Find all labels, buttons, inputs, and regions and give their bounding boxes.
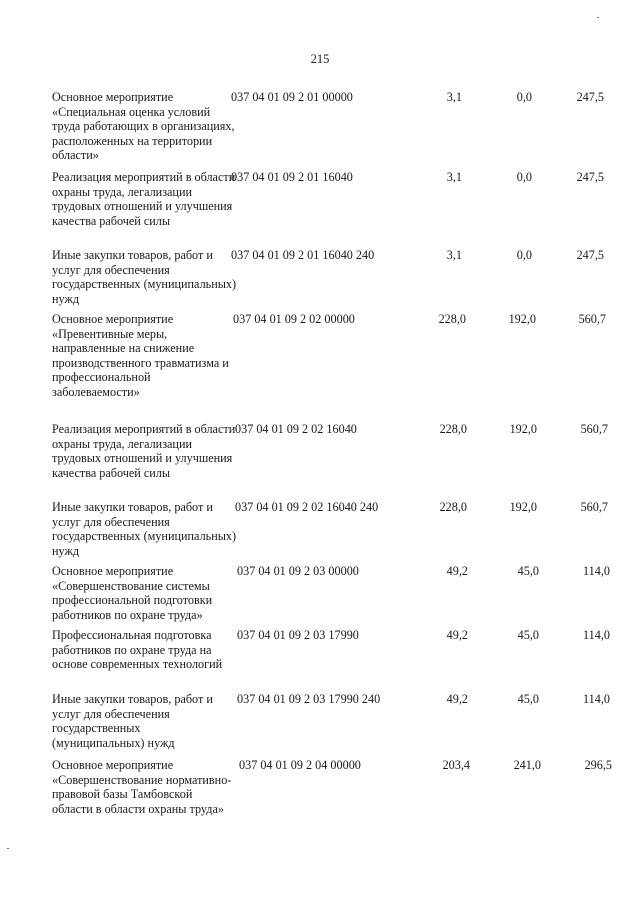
row-value-3: 560,7 [578, 312, 606, 326]
row-code: 037 04 01 09 2 01 16040 [231, 170, 353, 184]
row-value-3: 247,5 [576, 248, 604, 262]
row-code: 037 04 01 09 2 02 16040 [235, 422, 357, 436]
row-value-2: 0,0 [516, 170, 532, 184]
row-value-2: 192,0 [509, 500, 537, 514]
row-code: 037 04 01 09 2 01 16040 240 [231, 248, 375, 262]
row-value-1: 228,0 [439, 500, 467, 514]
row-value-2: 0,0 [516, 248, 532, 262]
row-description: Иные закупки товаров, работ и услуг для обеспечения государственных (муниципальных) нужд [52, 248, 237, 306]
row-value-2: 45,0 [517, 692, 539, 706]
row-code: 037 04 01 09 2 04 00000 [239, 758, 361, 772]
row-value-3: 296,5 [584, 758, 612, 772]
row-description: Реализация мероприятий в области охраны труда, легализации трудовых отношений и улучшения качества рабочей силы [52, 170, 236, 228]
row-value-2: 45,0 [517, 628, 539, 642]
row-code: 037 04 01 09 2 02 00000 [233, 312, 355, 326]
row-value-1: 3,1 [446, 170, 462, 184]
row-value-1: 228,0 [439, 422, 467, 436]
row-description: Профессиональная подготовка работников по охране труда на основе современных технологий [52, 628, 223, 672]
row-value-1: 3,1 [446, 90, 462, 104]
scan-speck [597, 17, 599, 18]
row-description: Основное мероприятие «Превентивные меры, направленные на снижение производственного травматизма и профессиональной заболеваемости» [52, 312, 229, 399]
row-value-2: 241,0 [513, 758, 541, 772]
row-code: 037 04 01 09 2 02 16040 240 [235, 500, 379, 514]
row-description: Основное мероприятие «Специальная оценка условий труда работающих в организациях, расположенных на территории области» [52, 90, 235, 163]
row-value-3: 114,0 [583, 628, 610, 642]
row-value-1: 3,1 [446, 248, 462, 262]
row-value-1: 49,2 [446, 628, 468, 642]
row-description: Реализация мероприятий в области охраны труда, легализации трудовых отношений и улучшения качества рабочей силы [52, 422, 236, 480]
row-value-3: 560,7 [580, 422, 608, 436]
row-value-3: 247,5 [576, 90, 604, 104]
row-value-3: 114,0 [583, 692, 610, 706]
row-code: 037 04 01 09 2 01 00000 [231, 90, 353, 104]
row-description: Основное мероприятие «Совершенствование системы профессиональной подготовки работников по охране труда» [52, 564, 213, 622]
row-code: 037 04 01 09 2 03 17990 240 [237, 692, 381, 706]
row-value-3: 247,5 [576, 170, 604, 184]
row-value-1: 49,2 [446, 692, 468, 706]
row-value-3: 560,7 [580, 500, 608, 514]
row-code: 037 04 01 09 2 03 17990 [237, 628, 359, 642]
row-value-1: 49,2 [446, 564, 468, 578]
row-value-2: 0,0 [516, 90, 532, 104]
row-description: Основное мероприятие «Совершенствование нормативно-правовой базы Тамбовской области в области охраны труда» [52, 758, 232, 816]
row-description: Иные закупки товаров, работ и услуг для обеспечения государственных (муниципальных) нужд [52, 692, 213, 750]
row-value-1: 203,4 [442, 758, 470, 772]
row-value-2: 192,0 [509, 422, 537, 436]
row-value-3: 114,0 [583, 564, 610, 578]
row-value-1: 228,0 [438, 312, 466, 326]
row-value-2: 192,0 [508, 312, 536, 326]
scan-speck [7, 848, 9, 849]
row-value-2: 45,0 [517, 564, 539, 578]
row-description: Иные закупки товаров, работ и услуг для обеспечения государственных (муниципальных) нужд [52, 500, 237, 558]
page-number: 215 [310, 52, 330, 66]
row-code: 037 04 01 09 2 03 00000 [237, 564, 359, 578]
